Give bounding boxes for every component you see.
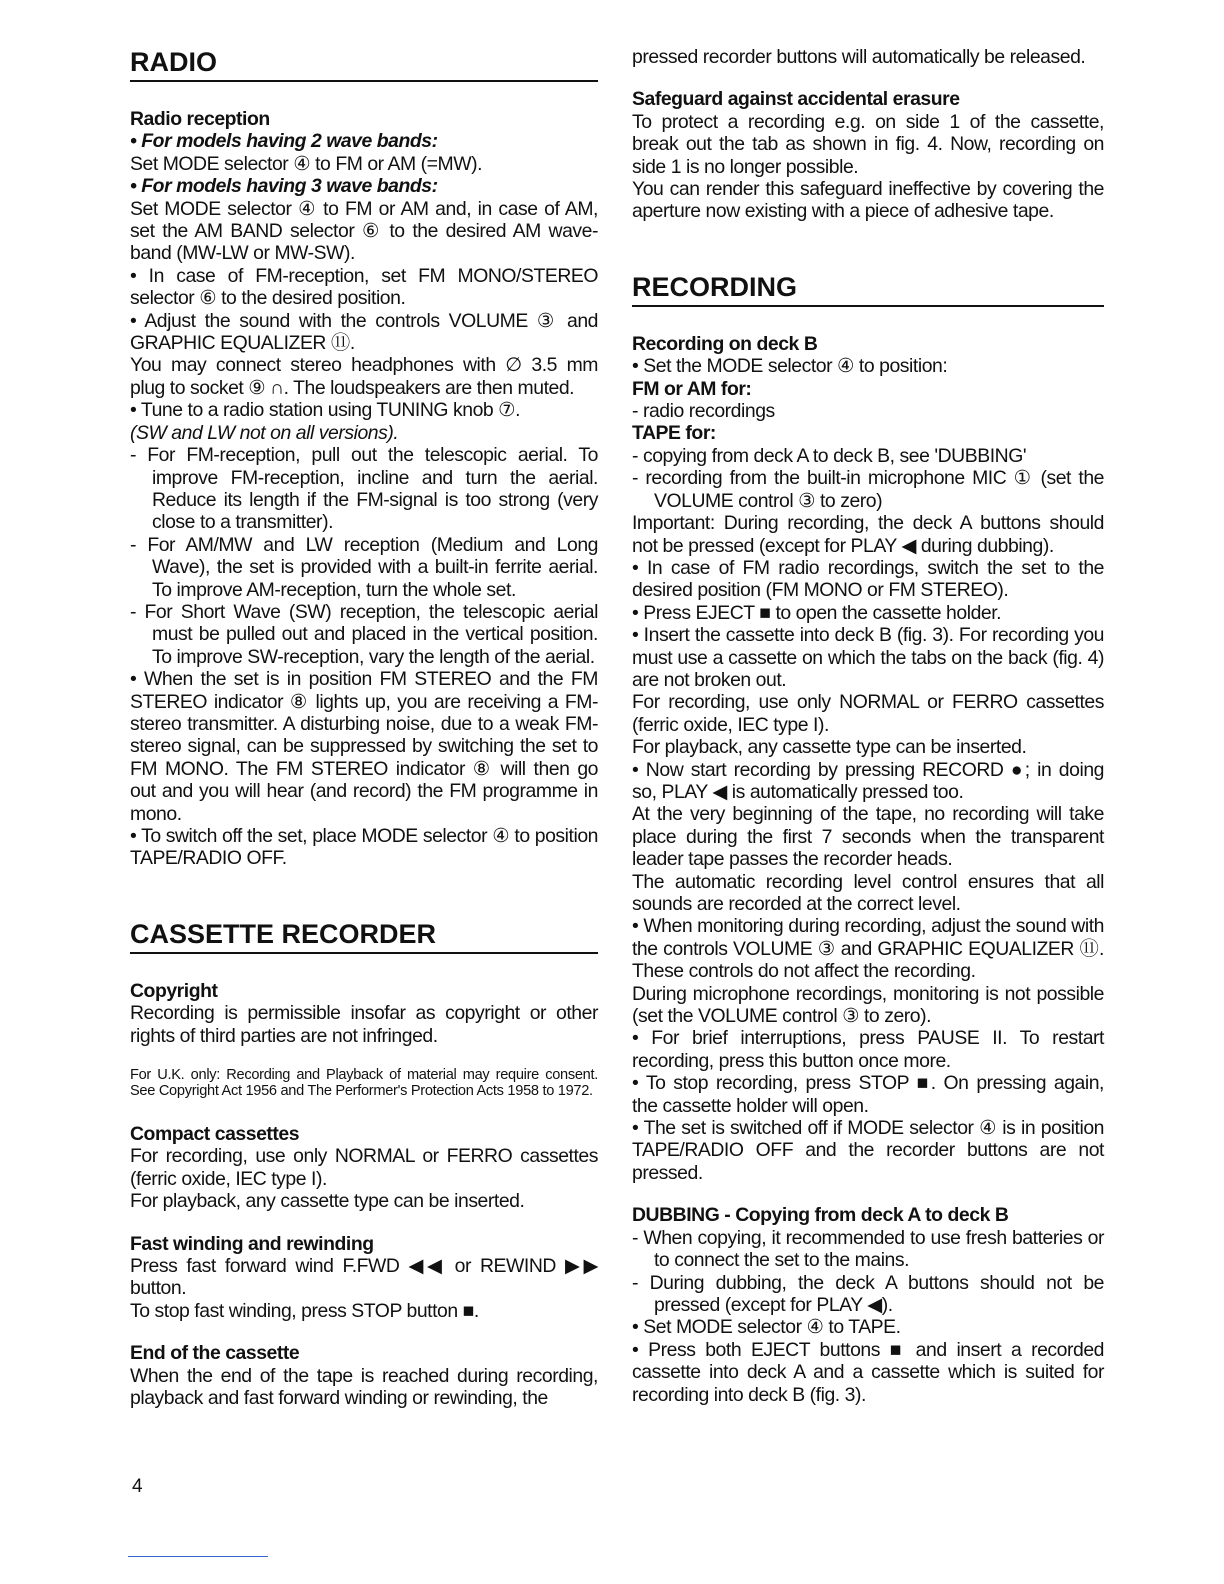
recording-dash-item: - copying from deck A to deck B, see 'DUBBING'	[632, 444, 1027, 467]
recording-line: • Set the MODE selector ④ to position:	[632, 355, 948, 378]
end-of-cassette-text: When the end of the tape is reached during recording, playback and fast forward winding or rewinding, the	[130, 1364, 598, 1410]
radio-line: You may connect stereo headphones with ∅ 3.5 mm plug to socket ⑨ ∩. The loudspeakers are then muted.	[130, 354, 598, 399]
radio-line: (SW and LW not on all versions).	[130, 421, 399, 444]
fast-line: Press fast forward wind F.FWD ◀◀ or REWIND ▶▶ button.	[130, 1255, 598, 1300]
dubbing-dash-item: - During dubbing, the deck A buttons should not be pressed (except for PLAY ◀).	[632, 1271, 1104, 1316]
dubbing-dash-item: - When copying, it recommended to use fresh batteries or to connect the set to the mains.	[632, 1226, 1104, 1272]
end-of-cassette-heading: End of the cassette	[130, 1342, 300, 1365]
radio-line: • In case of FM-reception, set FM MONO/STEREO selector ⑥ to the desired position.	[130, 264, 598, 310]
recording-line: • In case of FM radio recordings, switch the set to the desired position (FM MONO or FM STEREO).	[632, 556, 1104, 602]
recording-line: Important: During recording, the deck A buttons should not be pressed (except for PLAY ◀ during dubbing).	[632, 512, 1104, 557]
radio-dash-item: - For FM-reception, pull out the telescopic aerial. To improve FM-reception, incline and turn the aerial. Reduce its length if the FM-signal is too strong (very close to a transmitter).	[130, 444, 598, 534]
radio-line: Set MODE selector ④ to FM or AM (=MW).	[130, 152, 483, 175]
radio-line: • To switch off the set, place MODE selector ④ to position TAPE/RADIO OFF.	[130, 825, 598, 870]
recording-section-title: RECORDING	[632, 271, 1104, 307]
recording-line: For recording, use only NORMAL or FERRO cassettes (ferric oxide, IEC type I).	[632, 691, 1104, 736]
deck-b-heading: Recording on deck B	[632, 332, 818, 355]
dubbing-line: • Set MODE selector ④ to TAPE.	[632, 1316, 901, 1339]
radio-dash-item: - For AM/MW and LW reception (Medium and Long Wave), the set is provided with a built-in ferrite aerial. To improve AM-reception, turn the whole set.	[130, 533, 598, 601]
compact-cassettes-heading: Compact cassettes	[130, 1123, 300, 1146]
safeguard-line: To protect a recording e.g. on side 1 of the cassette, break out the tab as shown in fig. 4. Now, recording on side 1 is no longer possible.	[632, 110, 1104, 178]
safeguard-line: You can render this safeguard ineffective by covering the aperture now existing with a piece of adhesive tape.	[632, 178, 1104, 223]
radio-line: • For models having 3 wave bands:	[130, 175, 438, 198]
page-number: 4	[132, 1476, 143, 1497]
recording-line: • Now start recording by pressing RECORD ●; in doing so, PLAY ◀ is automatically pressed too.	[632, 758, 1104, 803]
right-column	[632, 46, 1104, 1406]
recording-dash-item: - recording from the built-in microphone MIC ① (set the VOLUME control ③ to zero)	[632, 467, 1104, 512]
radio-line: • When the set is in position FM STEREO and the FM STEREO indicator ⑧ lights up, you are receiving a FM-stereo transmitter. A disturbing noise, due to a weak FM-stereo signal, can be suppressed by switching the set to FM MONO. The FM STEREO indicator ⑧ will then go out and you will hear (and record) the FM programme in mono.	[130, 668, 598, 825]
recording-line: At the very beginning of the tape, no recording will take place during the first 7 seconds when the transparent leader tape passes the recorder heads.	[632, 803, 1104, 871]
radio-section-title: RADIO	[130, 46, 598, 82]
recording-line: • For brief interruptions, press PAUSE II. To restart recording, press this button once more.	[632, 1027, 1104, 1072]
recording-line: During microphone recordings, monitoring is not possible (set the VOLUME control ③ to zero).	[632, 982, 1104, 1028]
footer-rule	[128, 1556, 268, 1557]
recording-line: TAPE for:	[632, 422, 716, 445]
uk-note: For U.K. only: Recording and Playback of material may require consent. See Copyright Act 1956 and The Performer's Protection Acts 1958 to 1972.	[130, 1067, 598, 1100]
copyright-heading: Copyright	[130, 979, 218, 1002]
radio-line: • Adjust the sound with the controls VOLUME ③ and GRAPHIC EQUALIZER ⑪.	[130, 309, 598, 355]
radio-reception-heading: Radio reception	[130, 108, 270, 130]
recording-line: • To stop recording, press STOP ■. On pressing again, the cassette holder will open.	[632, 1072, 1104, 1117]
safeguard-heading: Safeguard against accidental erasure	[632, 88, 960, 111]
dubbing-line: • Press both EJECT buttons ■ and insert a recorded cassette into deck A and a cassette which is suited for recording into deck B (fig. 3).	[632, 1338, 1104, 1406]
compact-line: For recording, use only NORMAL or FERRO cassettes (ferric oxide, IEC type I).	[130, 1145, 598, 1190]
copyright-text: Recording is permissible insofar as copyright or other rights of third parties are not infringed.	[130, 1002, 598, 1047]
fast-winding-heading: Fast winding and rewinding	[130, 1232, 374, 1255]
radio-line: • For models having 2 wave bands:	[130, 130, 438, 153]
dubbing-heading: DUBBING - Copying from deck A to deck B	[632, 1204, 1009, 1227]
continuation-text: pressed recorder buttons will automatically be released.	[632, 46, 1086, 68]
recording-line: The automatic recording level control ensures that all sounds are recorded at the correct level.	[632, 870, 1104, 915]
recording-line: • Press EJECT ■ to open the cassette holder.	[632, 601, 1002, 624]
radio-line: Set MODE selector ④ to FM or AM and, in case of AM, set the AM BAND selector ⑥ to the desired AM wave-band (MW-LW or MW-SW).	[130, 197, 598, 265]
recording-line: • The set is switched off if MODE selector ④ is in position TAPE/RADIO OFF and the recorder buttons are not pressed.	[632, 1117, 1104, 1184]
recording-dash-item: - radio recordings	[632, 400, 775, 423]
fast-line: To stop fast winding, press STOP button ■.	[130, 1299, 479, 1322]
recording-line: FM or AM for:	[632, 377, 752, 400]
left-column	[130, 46, 598, 1410]
recording-line: • When monitoring during recording, adjust the sound with the controls VOLUME ③ and GRAPHIC EQUALIZER ⑪. These controls do not affect the recording.	[632, 915, 1104, 983]
radio-line: • Tune to a radio station using TUNING knob ⑦.	[130, 399, 521, 422]
compact-line: For playback, any cassette type can be inserted.	[130, 1190, 525, 1213]
recording-line: • Insert the cassette into deck B (fig. 3). For recording you must use a cassette on which the tabs on the back (fig. 4) are not broken out.	[632, 624, 1104, 691]
cassette-section-title: CASSETTE RECORDER	[130, 918, 598, 954]
radio-dash-item: - For Short Wave (SW) reception, the telescopic aerial must be pulled out and placed in the vertical position. To improve SW-reception, vary the length of the aerial.	[130, 600, 598, 668]
recording-line: For playback, any cassette type can be inserted.	[632, 736, 1027, 759]
